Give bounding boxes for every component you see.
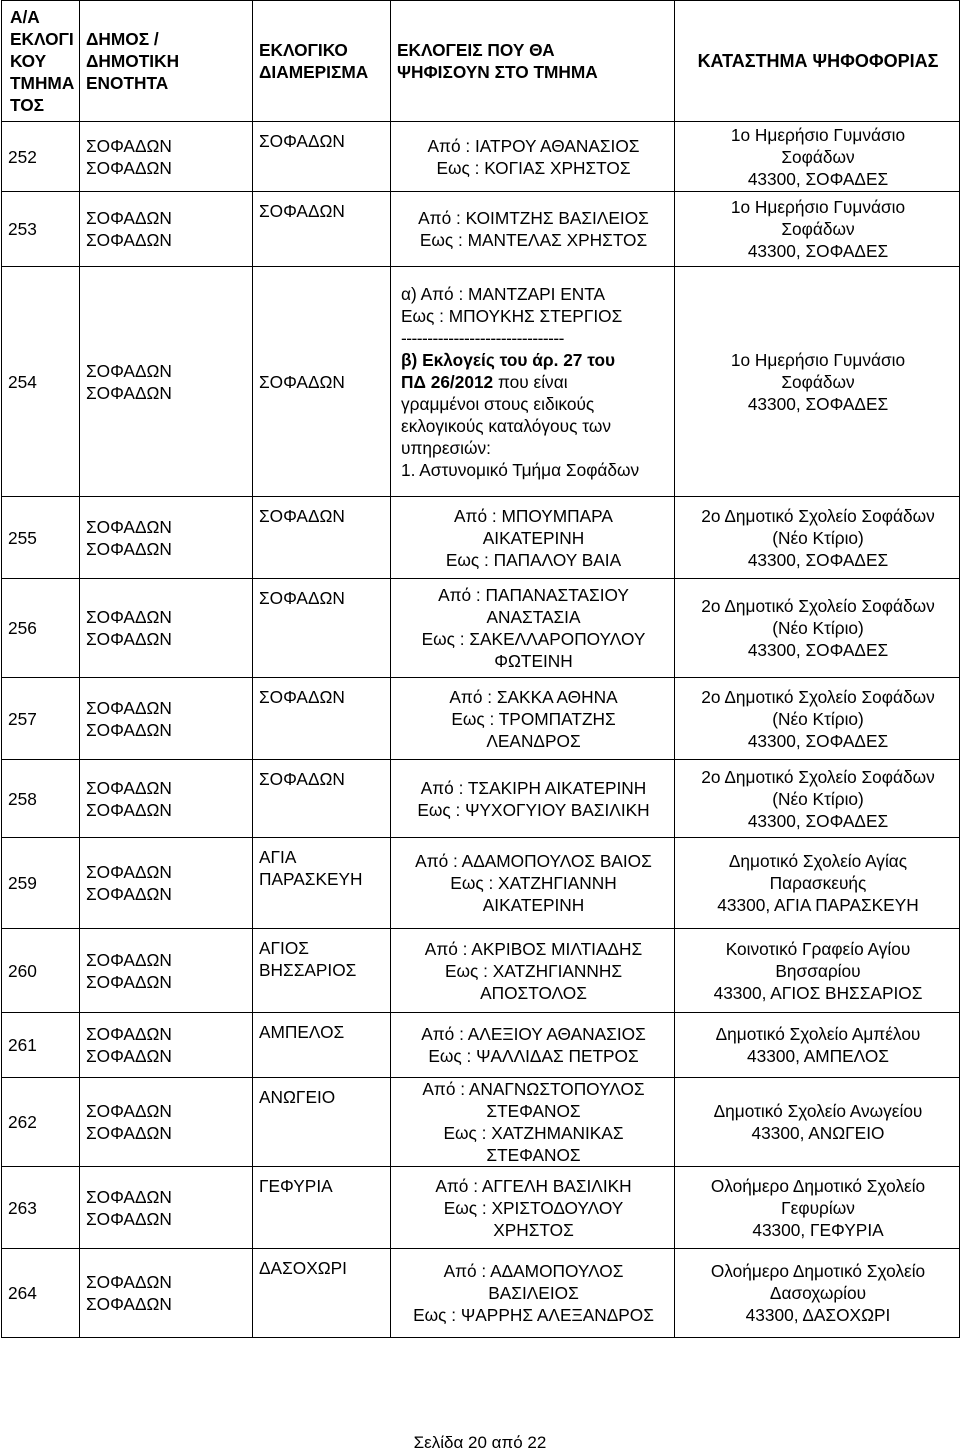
cell-line: (Νέο Κτίριο) — [772, 708, 864, 729]
cell-line: Από : ΣΑΚΚΑ ΑΘΗΝΑ — [449, 686, 618, 707]
cell-line: 43300, ΑΓΙΟΣ ΒΗΣΣΑΡΙΟΣ — [713, 982, 923, 1003]
table-row — [2, 267, 960, 497]
cell-line: Από : ΙΑΤΡΟΥ ΑΘΑΝΑΣΙΟΣ — [427, 135, 640, 156]
cell-line: ΑΝΩΓΕΙΟ — [259, 1087, 336, 1107]
cell-line: ΣΟΦΑΔΩΝ — [86, 135, 172, 156]
cell-line: Από : ΠΑΠΑΝΑΣΤΑΣΙΟΥ — [438, 585, 629, 605]
cell-eklogeis — [391, 838, 675, 929]
cell-line: ΣΟΦΑΔΩΝ — [86, 971, 172, 992]
cell-aa: 253 — [2, 192, 80, 267]
cell-line: ΣΟΦΑΔΩΝ — [86, 884, 172, 904]
cell-line: ΣΟΦΑΔΩΝ — [86, 697, 172, 718]
cell-line: ΣΟΦΑΔΩΝ — [86, 949, 172, 970]
cell-line: Εως : ΧΑΤΖΗΓΙΑΝΝΗΣ — [444, 960, 623, 981]
cell-line: ΣΟΦΑΔΩΝ — [259, 131, 345, 151]
table-row — [2, 838, 960, 929]
cell-aa: 262 — [2, 1078, 80, 1167]
cell-katastima — [675, 579, 960, 678]
table-row — [2, 1013, 960, 1078]
cell-line: ΣΟΦΑΔΩΝ — [259, 201, 345, 221]
cell-line: Δημοτικό Σχολείο Αγίας — [728, 851, 908, 871]
table-row — [2, 1078, 960, 1167]
cell-eklogeis — [391, 192, 675, 267]
table-row — [2, 929, 960, 1013]
cell-line: ΣΤΕΦΑΝΟΣ — [486, 1101, 581, 1121]
cell-line: 43300, ΣΟΦΑΔΕΣ — [747, 241, 889, 261]
cell-dimos — [80, 838, 253, 929]
cell-dimos — [80, 760, 253, 838]
cell-eklogeis — [391, 1249, 675, 1338]
cell-line: ΣΟΦΑΔΩΝ — [86, 1186, 172, 1207]
cell-line: Ολοήμερο Δημοτικό Σχολείο — [710, 1175, 926, 1196]
cell-diamerisma — [253, 760, 391, 838]
cell-line: ΑΓΙΑ — [259, 847, 297, 867]
cell-line: 1ο Ημερήσιο Γυμνάσιο — [730, 124, 906, 145]
cell-dimos — [80, 579, 253, 678]
cell-line: 43300, ΔΑΣΟΧΩΡΙ — [745, 1305, 891, 1325]
cell-katastima — [675, 1167, 960, 1249]
cell-line: ΣΟΦΑΔΩΝ — [259, 769, 345, 789]
cell-dimos — [80, 1167, 253, 1249]
cell-diamerisma — [253, 192, 391, 267]
cell-line: ΑΠΟΣΤΟΛΟΣ — [480, 982, 587, 1003]
cell-line: ΣΟΦΑΔΩΝ — [86, 719, 172, 740]
header-aa: Α/Α ΕΚΛΟΓΙ ΚΟΥ ΤΜΗΜΑ ΤΟΣ — [2, 1, 80, 122]
cell-eklogeis — [391, 1013, 675, 1078]
cell-line: εκλογικούς καταλόγους των — [401, 415, 611, 436]
cell-line: 43300, ΓΕΦΥΡΙΑ — [752, 1219, 884, 1240]
cell-dimos — [80, 929, 253, 1013]
cell-line: Εως : ΜΑΝΤΕΛΑΣ ΧΡΗΣΤΟΣ — [419, 230, 648, 250]
cell-line: Εως : ΠΑΠΑΛΟΥ ΒΑΙΑ — [445, 549, 622, 570]
cell-dimos — [80, 1013, 253, 1078]
cell-line: ΣΟΦΑΔΩΝ — [86, 862, 172, 882]
cell-aa: 252 — [2, 122, 80, 192]
page-footer: Σελίδα 20 από 22 — [413, 1433, 547, 1452]
cell-diamerisma — [253, 1078, 391, 1167]
cell-eklogeis — [391, 1078, 675, 1167]
cell-line: ΑΝΑΣΤΑΣΙΑ — [486, 607, 581, 627]
cell-diamerisma — [253, 838, 391, 929]
cell-line: β) Εκλογείς του άρ. 27 του — [401, 349, 616, 370]
cell-line: Εως : ΨΑΡΡΗΣ ΑΛΕΞΑΝΔΡΟΣ — [413, 1305, 654, 1325]
cell-line: ΣΟΦΑΔΩΝ — [259, 687, 345, 707]
cell-eklogeis — [391, 1167, 675, 1249]
cell-diamerisma — [253, 497, 391, 579]
cell-diamerisma — [253, 1249, 391, 1338]
cell-katastima — [675, 1013, 960, 1078]
cell-line: Εως : ΤΡΟΜΠΑΤΖΗΣ — [451, 708, 616, 729]
cell-line: 2ο Δημοτικό Σχολείο Σοφάδων — [701, 505, 935, 526]
cell-diamerisma — [253, 678, 391, 760]
cell-dimos — [80, 267, 253, 497]
cell-line: Από : ΑΓΓΕΛΗ ΒΑΣΙΛΙΚΗ — [435, 1175, 632, 1196]
table-row — [2, 760, 960, 838]
cell-line: Γεφυρίων — [781, 1197, 855, 1218]
cell-aa: 258 — [2, 760, 80, 838]
cell-line: ΣΟΦΑΔΩΝ — [259, 588, 345, 608]
cell-eklogeis — [391, 678, 675, 760]
cell-line: Παρασκευής — [769, 873, 867, 893]
cell-aa: 263 — [2, 1167, 80, 1249]
cell-line: Εως : ΨΥΧΟΓΥΙΟΥ ΒΑΣΙΛΙΚΗ — [417, 799, 650, 820]
cell-line: Σοφάδων — [781, 371, 855, 392]
cell-line: Εως : ΣΑΚΕΛΛΑΡΟΠΟΥΛΟΥ — [421, 629, 646, 649]
cell-line: 43300, ΣΟΦΑΔΕΣ — [747, 168, 889, 189]
cell-line: Από : ΑΛΕΞΙΟΥ ΑΘΑΝΑΣΙΟΣ — [421, 1024, 646, 1044]
cell-line: 43300, ΣΟΦΑΔΕΣ — [747, 730, 889, 751]
cell-line — [401, 371, 670, 393]
cell-dimos — [80, 497, 253, 579]
cell-line: ΣΟΦΑΔΩΝ — [86, 516, 172, 537]
cell-line: Σοφάδων — [781, 146, 855, 167]
table-row — [2, 497, 960, 579]
cell-line: υπηρεσιών: — [401, 437, 491, 458]
cell-line: ΦΩΤΕΙΝΗ — [494, 651, 573, 671]
cell-aa: 260 — [2, 929, 80, 1013]
cell-line: 2ο Δημοτικό Σχολείο Σοφάδων — [701, 686, 935, 707]
table-row — [2, 1249, 960, 1338]
cell-line: ΣΟΦΑΔΩΝ — [86, 157, 172, 178]
cell-line: ΣΟΦΑΔΩΝ — [86, 230, 172, 250]
cell-line: 43300, ΣΟΦΑΔΕΣ — [747, 640, 889, 660]
cell-eklogeis — [391, 267, 675, 497]
cell-dimos — [80, 122, 253, 192]
cell-line: 43300, ΣΟΦΑΔΕΣ — [747, 393, 889, 414]
cell-line: ΧΡΗΣΤΟΣ — [493, 1219, 574, 1240]
cell-diamerisma — [253, 267, 391, 497]
cell-line: α) Από : ΜΑΝΤΖΑΡΙ ΕΝΤΑ — [401, 283, 606, 304]
cell-diamerisma — [253, 929, 391, 1013]
cell-line: ΣΟΦΑΔΩΝ — [86, 1294, 172, 1314]
cell-line: ΣΟΦΑΔΩΝ — [86, 208, 172, 228]
cell-line: 43300, ΣΟΦΑΔΕΣ — [747, 549, 889, 570]
cell-line: ΣΟΦΑΔΩΝ — [86, 799, 172, 820]
header-dimos: ΔΗΜΟΣ / ΔΗΜΟΤΙΚΗ ΕΝΟΤΗΤΑ — [80, 1, 253, 122]
cell-line: ΣΟΦΑΔΩΝ — [86, 538, 172, 559]
cell-line: ΣΟΦΑΔΩΝ — [86, 629, 172, 649]
cell-line: 2ο Δημοτικό Σχολείο Σοφάδων — [701, 766, 935, 787]
cell-katastima — [675, 267, 960, 497]
cell-line: ΣΟΦΑΔΩΝ — [86, 1046, 172, 1066]
cell-line: ΣΟΦΑΔΩΝ — [86, 1208, 172, 1229]
cell-aa: 257 — [2, 678, 80, 760]
header-diamerisma: ΕΚΛΟΓΙΚΟ ΔΙΑΜΕΡΙΣΜΑ — [253, 1, 391, 122]
cell-katastima — [675, 678, 960, 760]
cell-katastima — [675, 122, 960, 192]
cell-line: Δημοτικό Σχολείο Αμπέλου — [715, 1024, 921, 1044]
table-row — [2, 579, 960, 678]
cell-aa: 254 — [2, 267, 80, 497]
cell-line: ΣΟΦΑΔΩΝ — [86, 777, 172, 798]
cell-line: ΣΟΦΑΔΩΝ — [259, 371, 345, 392]
cell-line: ΒΗΣΣΑΡΙΟΣ — [259, 960, 357, 980]
cell-line: Εως : ΧΡΙΣΤΟΔΟΥΛΟΥ — [443, 1197, 624, 1218]
table-row — [2, 122, 960, 192]
cell-line: ΠΑΡΑΣΚΕΥΗ — [259, 869, 363, 889]
cell-line: Από : ΚΟΙΜΤΖΗΣ ΒΑΣΙΛΕΙΟΣ — [418, 208, 649, 228]
cell-line: 2ο Δημοτικό Σχολείο Σοφάδων — [701, 596, 935, 616]
cell-line: ΣΟΦΑΔΩΝ — [86, 1123, 172, 1143]
cell-line: Εως : ΚΟΓΙΑΣ ΧΡΗΣΤΟΣ — [436, 157, 631, 178]
cell-line: Ολοήμερο Δημοτικό Σχολείο — [710, 1261, 926, 1281]
cell-eklogeis — [391, 579, 675, 678]
cell-line: ΣΟΦΑΔΩΝ — [86, 607, 172, 627]
cell-eklogeis — [391, 760, 675, 838]
cell-line: 43300, ΑΓΙΑ ΠΑΡΑΣΚΕΥΗ — [717, 895, 919, 915]
cell-eklogeis — [391, 497, 675, 579]
cell-eklogeis — [391, 122, 675, 192]
cell-line: ΓΕΦΥΡΙΑ — [259, 1176, 333, 1196]
cell-katastima — [675, 497, 960, 579]
cell-line: ΣΟΦΑΔΩΝ — [86, 360, 172, 381]
cell-line: ΑΜΠΕΛΟΣ — [259, 1022, 345, 1042]
cell-aa: 256 — [2, 579, 80, 678]
cell-text-bold: ΠΔ 26/2012 — [401, 371, 494, 392]
cell-line: Εως : ΜΠΟΥΚΗΣ ΣΤΕΡΓΙΟΣ — [401, 305, 623, 326]
cell-dimos — [80, 1249, 253, 1338]
cell-line: ------------------------------- — [401, 327, 564, 348]
cell-line: ΒΑΣΙΛΕΙΟΣ — [488, 1283, 579, 1303]
cell-diamerisma — [253, 1013, 391, 1078]
cell-line: Από : ΑΚΡΙΒΟΣ ΜΙΛΤΙΑΔΗΣ — [424, 938, 643, 959]
cell-line: 1. Αστυνομικό Τμήμα Σοφάδων — [401, 459, 640, 480]
cell-katastima — [675, 1078, 960, 1167]
cell-line: ΑΙΚΑΤΕΡΙΝΗ — [482, 895, 585, 915]
cell-line: Από : ΑΔΑΜΟΠΟΥΛΟΣ ΒΑΙΟΣ — [415, 851, 652, 871]
cell-line: ΣΟΦΑΔΩΝ — [86, 1101, 172, 1121]
cell-line: Κοινοτικό Γραφείο Αγίου — [725, 938, 911, 959]
cell-dimos — [80, 1078, 253, 1167]
cell-line: ΑΓΙΟΣ — [259, 938, 309, 958]
cell-katastima — [675, 929, 960, 1013]
cell-diamerisma — [253, 122, 391, 192]
cell-line: Βησσαρίου — [775, 960, 861, 981]
header-eklogeis: ΕΚΛΟΓΕΙΣ ΠΟΥ ΘΑ ΨΗΦΙΣΟΥΝ ΣΤΟ ΤΜΗΜΑ — [391, 1, 675, 122]
cell-line: Από : ΑΝΑΓΝΩΣΤΟΠΟΥΛΟΣ — [422, 1079, 645, 1099]
cell-dimos — [80, 678, 253, 760]
header-katastima: ΚΑΤΑΣΤΗΜΑ ΨΗΦΟΦΟΡΙΑΣ — [675, 1, 960, 122]
cell-katastima — [675, 1249, 960, 1338]
cell-line: 43300, ΣΟΦΑΔΕΣ — [747, 810, 889, 831]
cell-line: (Νέο Κτίριο) — [772, 788, 864, 809]
cell-line: ΣΤΕΦΑΝΟΣ — [486, 1145, 581, 1165]
cell-line: 43300, ΑΜΠΕΛΟΣ — [747, 1046, 889, 1066]
cell-line: Δημοτικό Σχολείο Ανωγείου — [713, 1101, 923, 1121]
cell-line: ΑΙΚΑΤΕΡΙΝΗ — [482, 527, 585, 548]
cell-line: ΛΕΑΝΔΡΟΣ — [486, 730, 581, 751]
cell-diamerisma — [253, 1167, 391, 1249]
cell-line: 1ο Ημερήσιο Γυμνάσιο — [730, 349, 906, 370]
cell-line: γραμμένοι στους ειδικούς — [401, 393, 595, 414]
cell-line: ΣΟΦΑΔΩΝ — [86, 382, 172, 403]
table-row — [2, 1167, 960, 1249]
cell-line: ΣΟΦΑΔΩΝ — [259, 506, 345, 526]
cell-line: Εως : ΧΑΤΖΗΜΑΝΙΚΑΣ — [443, 1123, 624, 1143]
cell-katastima — [675, 192, 960, 267]
cell-dimos — [80, 192, 253, 267]
cell-line: ΣΟΦΑΔΩΝ — [86, 1272, 172, 1292]
cell-katastima — [675, 838, 960, 929]
cell-line: (Νέο Κτίριο) — [772, 527, 864, 548]
cell-aa: 261 — [2, 1013, 80, 1078]
cell-line: ΔΑΣΟΧΩΡΙ — [259, 1258, 347, 1278]
cell-line: (Νέο Κτίριο) — [772, 618, 864, 638]
cell-line: Σοφάδων — [781, 219, 855, 239]
cell-line: Από : ΑΔΑΜΟΠΟΥΛΟΣ — [443, 1261, 624, 1281]
cell-eklogeis — [391, 929, 675, 1013]
cell-line: ΣΟΦΑΔΩΝ — [86, 1024, 172, 1044]
table-row — [2, 678, 960, 760]
cell-line: Δασοχωρίου — [769, 1283, 867, 1303]
polling-stations-table — [1, 0, 960, 1338]
cell-line: Εως : ΨΑΛΛΙΔΑΣ ΠΕΤΡΟΣ — [428, 1046, 639, 1066]
cell-aa: 255 — [2, 497, 80, 579]
cell-text: που είναι — [493, 371, 568, 392]
cell-katastima — [675, 760, 960, 838]
cell-aa: 264 — [2, 1249, 80, 1338]
cell-diamerisma — [253, 579, 391, 678]
table-row — [2, 192, 960, 267]
cell-aa: 259 — [2, 838, 80, 929]
cell-line: Από : ΜΠΟΥΜΠΑΡΑ — [454, 505, 613, 526]
cell-line: 1ο Ημερήσιο Γυμνάσιο — [730, 197, 906, 217]
cell-line: Από : ΤΣΑΚΙΡΗ ΑΙΚΑΤΕΡΙΝΗ — [420, 777, 647, 798]
cell-line: 43300, ΑΝΩΓΕΙΟ — [751, 1123, 885, 1143]
table-header-row — [2, 1, 960, 122]
cell-line: Εως : ΧΑΤΖΗΓΙΑΝΝΗ — [450, 873, 617, 893]
